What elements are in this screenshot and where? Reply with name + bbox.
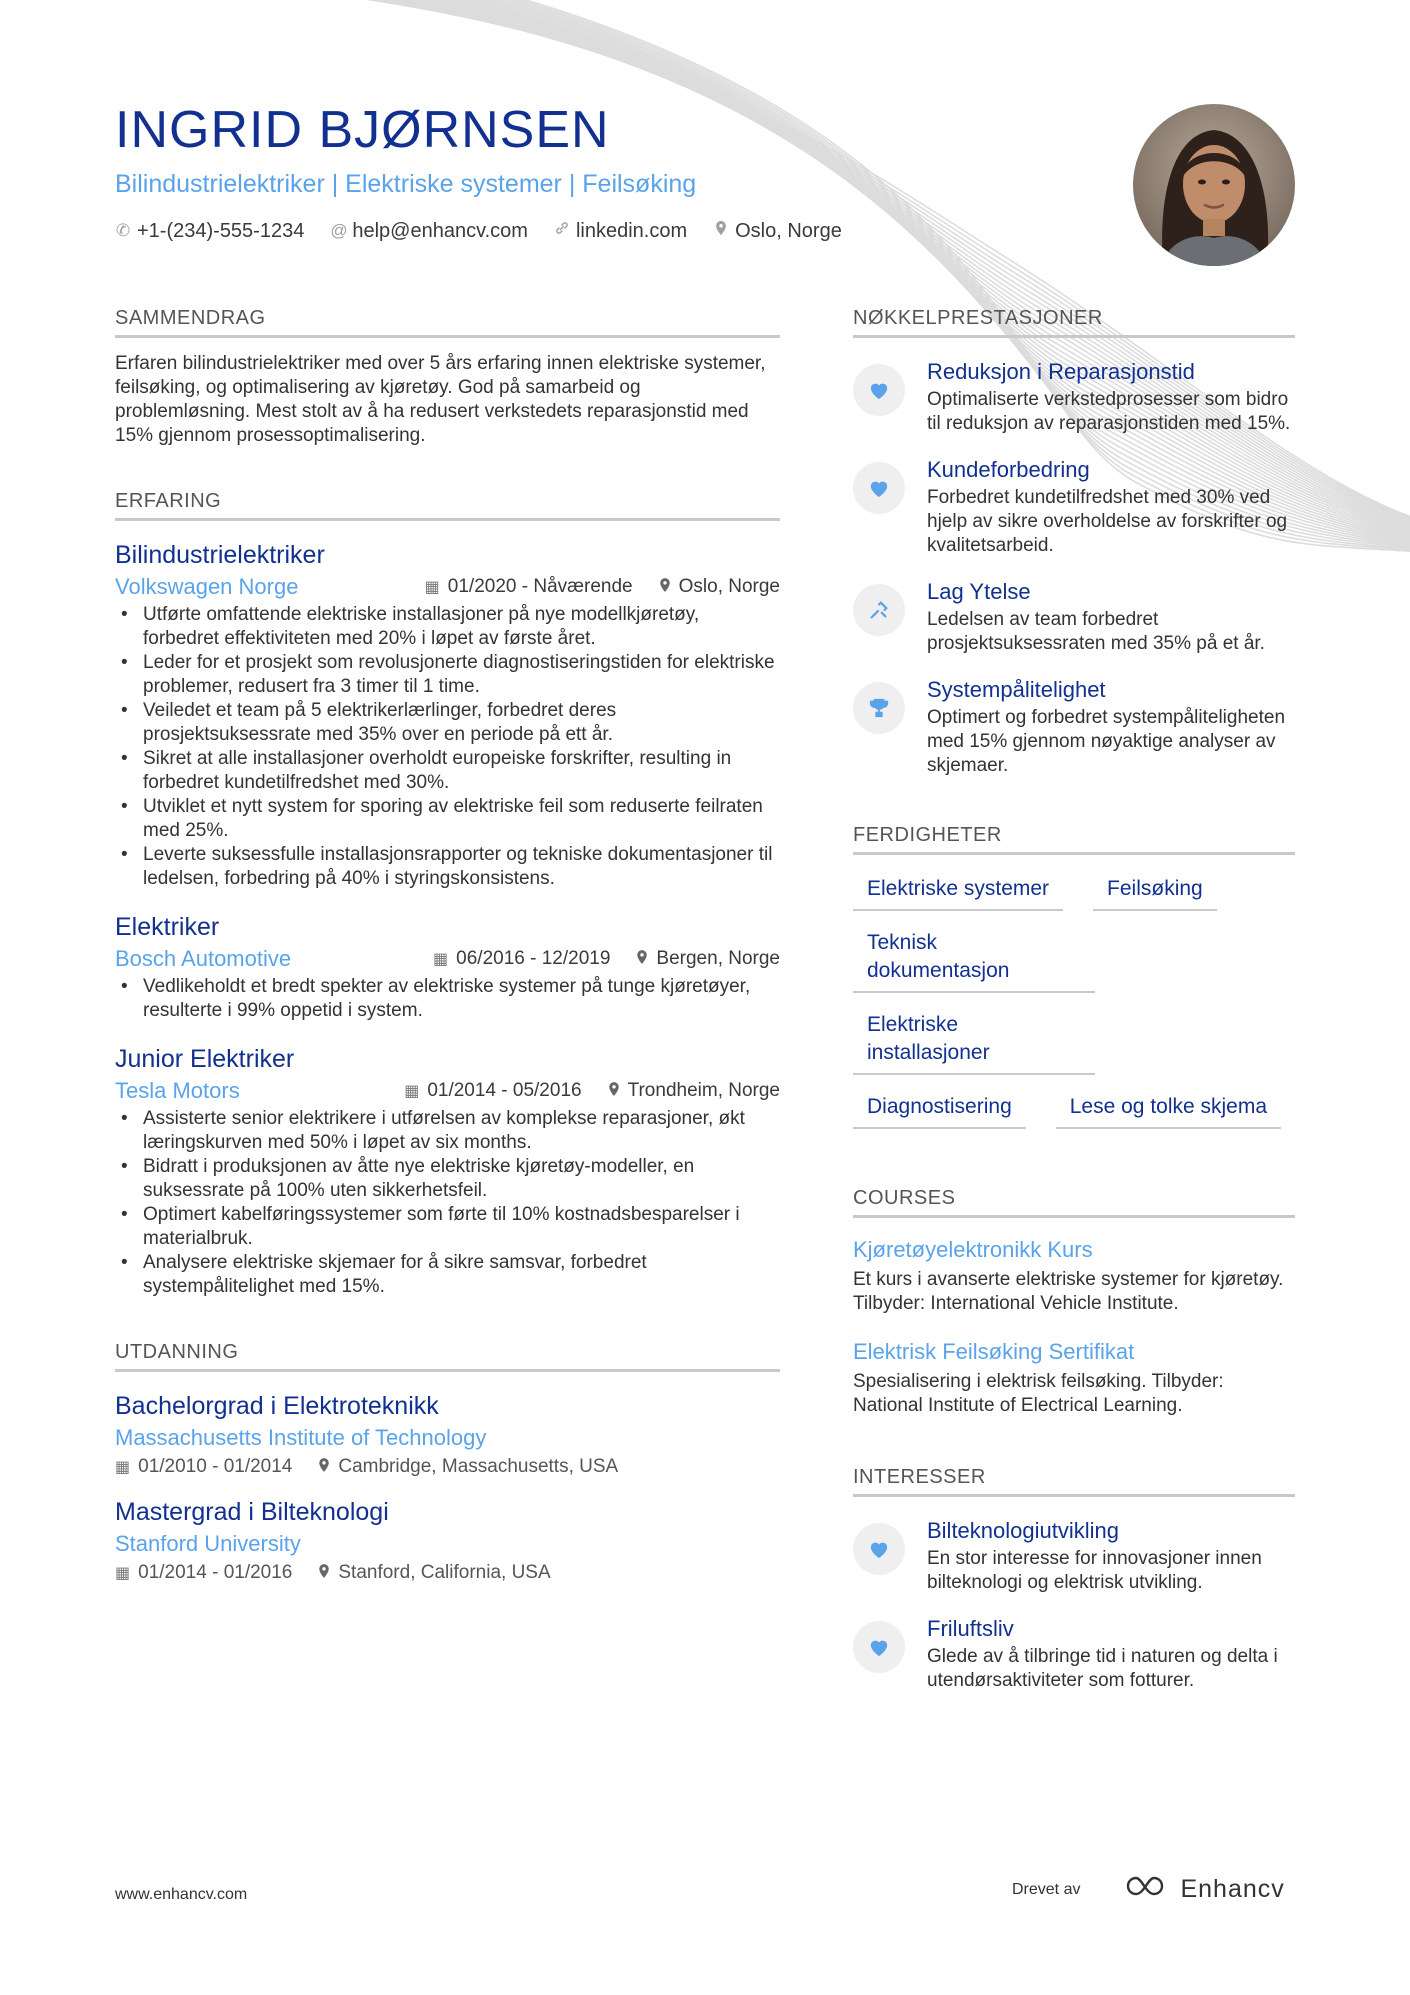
achievement-title: Systempålitelighet	[927, 677, 1106, 702]
job-bullets	[115, 603, 780, 891]
candidate-name: INGRID BJØRNSEN	[115, 101, 610, 159]
calendar-icon: ▦	[115, 1565, 131, 1582]
contact-info	[115, 218, 1115, 244]
interest-desc: Glede av å tilbringe tid i naturen og delta i utendørsaktiviteter som fotturer.	[927, 1646, 1278, 1691]
email-text: help@enhancv.com	[352, 220, 528, 242]
course-desc: Et kurs i avanserte elektriske systemer for kjøretøy. Tilbyder: International Vehicle Institute.	[853, 1269, 1284, 1314]
achievement-desc: Optimaliserte verkstedprosesser som bidro til reduksjon av reparasjonstiden med 15%.	[927, 389, 1291, 434]
achievement-desc: Ledelsen av team forbedret prosjektsuksessraten med 35% på et år.	[927, 609, 1265, 654]
contact-linkedin[interactable]	[554, 218, 687, 244]
job-title: Elektriker	[115, 913, 220, 941]
bullet-item: • Utførte omfattende elektriske installasjoner på nye modellkjøretøy, forbedret effektiviteten med 20% i løpet av første året.	[115, 603, 780, 651]
job-meta	[115, 1077, 780, 1105]
location-pin-icon	[318, 1563, 330, 1584]
interest-desc: En stor interesse for innovasjoner innen bilteknologi og elektrisk utvikling.	[927, 1548, 1262, 1593]
bullet-item: • Veiledet et team på 5 elektrikerlærlinger, forbedret deres prosjektsuksessrate med 35% over en periode på ett år.	[115, 699, 780, 747]
skill-tag: Elektriske systemer	[853, 875, 1063, 911]
left-column	[115, 305, 780, 1584]
powered-by-label: Drevet av	[1012, 1880, 1081, 1898]
location-pin-icon	[659, 577, 671, 598]
location-pin-icon	[713, 218, 729, 244]
achievement-desc: Optimert og forbedret systempåliteligheten med 15% gjennom nøyaktige analyser av skjemaer.	[927, 707, 1286, 776]
education-item	[115, 1496, 780, 1584]
phone-text: +1-(234)-555-1234	[137, 220, 305, 242]
education-section	[115, 1339, 780, 1584]
achievement-title: Kundeforbedring	[927, 457, 1090, 482]
location-pin-icon	[636, 949, 648, 970]
company-name: Volkswagen Norge	[115, 574, 299, 599]
job-dates: 01/2020 - Nåværende	[447, 576, 633, 597]
avatar	[1133, 104, 1295, 266]
bullet-item: • Bidratt i produksjonen av åtte nye elektriske kjøretøy-modeller, en suksessrate på 100% uten sikkerhetsfeil.	[115, 1155, 780, 1203]
summary-text: Erfaren bilindustrielektriker med over 5 års erfaring innen elektriske systemer, feilsøking, og optimalisering av kjøretøy. God på samarbeid og problemløsning. Mest stolt av å ha redusert verkstedets reparasjonstid med 15% gjennom prosessoptimalisering.	[115, 353, 766, 446]
job-location: Bergen, Norge	[656, 948, 780, 969]
skills-list	[853, 875, 1295, 1129]
courses-heading: COURSES	[853, 1185, 1295, 1218]
degree-title: Mastergrad i Bilteknologi	[115, 1498, 389, 1526]
achievement-item	[853, 456, 1295, 558]
job-title: Bilindustrielektriker	[115, 541, 325, 569]
calendar-icon: ▦	[404, 1083, 420, 1100]
achievements-section	[853, 305, 1295, 778]
experience-item	[115, 911, 780, 1023]
right-column	[853, 305, 1295, 1693]
interest-title: Bilteknologiutvikling	[927, 1518, 1119, 1543]
job-title: Junior Elektriker	[115, 1045, 295, 1073]
contact-email[interactable]	[330, 218, 528, 244]
degree-title: Bachelorgrad i Elektroteknikk	[115, 1392, 439, 1420]
location-text: Oslo, Norge	[735, 220, 842, 242]
heart-icon	[853, 1523, 905, 1575]
calendar-icon: ▦	[115, 1459, 131, 1476]
interest-item	[853, 1517, 1295, 1595]
bullet-item: • Vedlikeholdt et bredt spekter av elektriske systemer på tunge kjøretøyer, resulterte i 99% oppetid i system.	[115, 975, 780, 1023]
education-location: Stanford, California, USA	[338, 1562, 551, 1583]
experience-item	[115, 1043, 780, 1299]
company-name: Tesla Motors	[115, 1078, 240, 1103]
heart-icon	[853, 462, 905, 514]
summary-heading: SAMMENDRAG	[115, 305, 780, 338]
achievement-desc: Forbedret kundetilfredshet med 30% ved hjelp av sikre overholdelse av forskrifter og kvalitetsarbeid.	[927, 487, 1288, 556]
achievement-item	[853, 676, 1295, 778]
brand-name: Enhancv	[1180, 1875, 1285, 1903]
at-icon: @	[330, 221, 348, 240]
skill-tag: Diagnostisering	[853, 1093, 1026, 1129]
contact-location	[713, 218, 842, 244]
linkedin-text: linkedin.com	[575, 220, 688, 242]
trophy-icon	[853, 682, 905, 734]
enhancv-logo-icon	[1124, 1874, 1170, 1905]
brand-logo[interactable]	[1124, 1874, 1284, 1905]
school-name: Stanford University	[115, 1531, 301, 1556]
interests-section	[853, 1464, 1295, 1693]
bullet-item: • Leder for et prosjekt som revolusjonerte diagnostiseringstiden for elektriske problemer, redusert fra 3 timer til 1 time.	[115, 651, 780, 699]
course-item	[853, 1338, 1295, 1418]
job-bullets	[115, 1107, 780, 1299]
job-location: Trondheim, Norge	[627, 1080, 780, 1101]
bullet-item: • Assisterte senior elektrikere i utførelsen av komplekse reparasjoner, økt læringskurven med 50% i løpet av six months.	[115, 1107, 780, 1155]
achievement-title: Reduksjon i Reparasjonstid	[927, 359, 1195, 384]
tools-icon	[853, 584, 905, 636]
link-icon	[554, 218, 570, 244]
location-pin-icon	[318, 1457, 330, 1478]
experience-item	[115, 539, 780, 891]
course-title: Elektrisk Feilsøking Sertifikat	[853, 1339, 1135, 1364]
achievement-item	[853, 358, 1295, 436]
phone-icon: ✆	[115, 221, 131, 240]
course-title: Kjøretøyelektronikk Kurs	[853, 1237, 1093, 1262]
skill-tag: Feilsøking	[1093, 875, 1217, 911]
company-name: Bosch Automotive	[115, 946, 292, 971]
bullet-item: • Optimert kabelføringssystemer som førte til 10% kostnadsbesparelser i materialbruk.	[115, 1203, 780, 1251]
education-dates: 01/2010 - 01/2014	[138, 1456, 293, 1477]
footer-website[interactable]: www.enhancv.com	[115, 1886, 248, 1903]
heart-icon	[853, 1621, 905, 1673]
job-bullets	[115, 975, 780, 1023]
achievement-item	[853, 578, 1295, 656]
candidate-headline: Bilindustrielektriker | Elektriske systemer | Feilsøking	[115, 170, 697, 198]
experience-section	[115, 488, 780, 1299]
school-name: Massachusetts Institute of Technology	[115, 1425, 487, 1450]
skill-tag: Elektriske installasjoner	[853, 1011, 1095, 1075]
bullet-item: • Leverte suksessfulle installasjonsrapporter og tekniske dokumentasjoner til ledelsen, forbedring på 40% i styringskonsistens.	[115, 843, 780, 891]
education-dates: 01/2014 - 01/2016	[138, 1562, 293, 1583]
footer-branding	[1012, 1874, 1285, 1905]
interest-title: Friluftsliv	[927, 1616, 1014, 1641]
experience-heading: ERFARING	[115, 488, 780, 521]
contact-phone[interactable]	[115, 218, 304, 244]
job-dates: 01/2014 - 05/2016	[427, 1080, 582, 1101]
job-meta	[115, 945, 780, 973]
bullet-item: • Sikret at alle installasjoner overholdt europeiske forskrifter, resulting in forbedret kundetilfredshet med 30%.	[115, 747, 780, 795]
skill-tag: Lese og tolke skjema	[1056, 1093, 1281, 1129]
education-item	[115, 1390, 780, 1478]
achievements-heading: NØKKELPRESTASJONER	[853, 305, 1295, 338]
heart-icon	[853, 364, 905, 416]
resume-header	[115, 100, 1115, 244]
education-heading: UTDANNING	[115, 1339, 780, 1372]
education-location: Cambridge, Massachusetts, USA	[338, 1456, 619, 1477]
job-meta	[115, 573, 780, 601]
interest-item	[853, 1615, 1295, 1693]
location-pin-icon	[608, 1081, 620, 1102]
interests-heading: INTERESSER	[853, 1464, 1295, 1497]
course-item	[853, 1236, 1295, 1316]
bullet-item: • Analysere elektriske skjemaer for å sikre samsvar, forbedret systempålitelighet med 15%.	[115, 1251, 780, 1299]
bullet-item: • Utviklet et nytt system for sporing av elektriske feil som reduserte feilraten med 25%.	[115, 795, 780, 843]
skills-heading: FERDIGHETER	[853, 822, 1295, 855]
course-desc: Spesialisering i elektrisk feilsøking. Tilbyder: National Institute of Electrical Learning.	[853, 1371, 1224, 1416]
job-dates: 06/2016 - 12/2019	[456, 948, 611, 969]
achievement-title: Lag Ytelse	[927, 579, 1031, 604]
skill-tag: Teknisk dokumentasjon	[853, 929, 1095, 993]
skills-section	[853, 822, 1295, 1129]
calendar-icon: ▦	[424, 579, 440, 596]
calendar-icon: ▦	[433, 951, 449, 968]
courses-section	[853, 1185, 1295, 1418]
summary-section	[115, 305, 780, 448]
job-location: Oslo, Norge	[678, 576, 780, 597]
